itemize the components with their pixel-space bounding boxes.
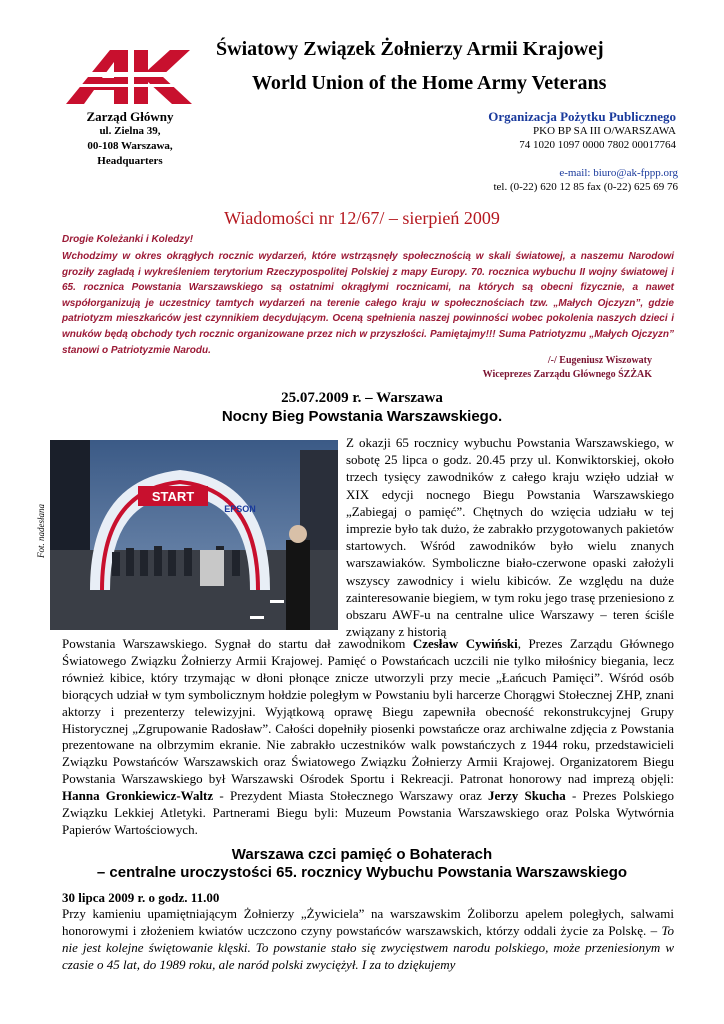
photo-sponsor-text: EPSON — [224, 504, 256, 514]
article1-date: 25.07.2009 r. – Warszawa — [281, 390, 443, 406]
photo-arch-start-text: START — [151, 489, 195, 504]
org-account: 74 1020 1097 0000 7802 00017764 — [519, 139, 676, 151]
article1-heading: Nocny Bieg Powstania Warszawskiego. — [221, 408, 503, 425]
intro-text: Wchodzimy w okres okrągłych rocznic wydarzeń, które wstrząsnęły społecznością w skali światowej, a naszemu Narodowi groziły zagładą i wykreśleniem terytorium Rzeczypospolitej Polskiej z mapy Europy. 70. rocznica wybuchu II wojny światowej i 65. rocznica Powstania Warszawskiego są ostatnimi okrągłymi rocznicami, na których są obecni fizycznie, a nawet współorganizują je uczestnicy tamtych wydarzeń na terenie całego kraju w społecznościach tzw. „Małych Ojczyzn”, gdzie patriotyzm mieszkańców jest czynnikiem decydującym. Oceną spełnienia naszej powinności wobec pokolenia naszych dzieci i wnuków będą obchody tych rocznic organizowane przez nich w przyszłości. Pamiętajmy!!! Suma Patriotyzmu „Małych Ojczyzn” stanowi o Patriotyzmie Narodu. — [62, 251, 674, 356]
contact-block — [493, 166, 678, 194]
organization-block — [488, 109, 676, 152]
article1-text-c: - Prezydent Miasta Stołecznego Warszawy oraz — [213, 788, 488, 804]
article2-date: 30 lipca 2009 r. o godz. 11.00 — [62, 890, 220, 905]
hq-street: ul. Zielna 39, — [99, 125, 161, 137]
article1-bold-name-1: Czesław Cywiński — [412, 636, 518, 651]
article1-bold-name-2: Hanna Gronkiewicz-Waltz — [62, 788, 214, 804]
article1-text-d: - Prezes Polskiego Związku Lekkiej Atletyki. Partnerami Biegu byli: Muzeum Powstania Warszawskiego oraz Polska Wytwórnia Papierów Wartościowych. — [62, 788, 674, 837]
intro-greeting: Drogie Koleżanki i Koledzy! — [62, 234, 194, 245]
article1-text-a: Powstania Warszawskiego. Sygnał do startu dał zawodnikom — [62, 636, 413, 651]
ak-logo-mark — [62, 50, 198, 104]
article2-quote: To nie jest kolejne świętowanie klęski. To powstanie stało się zwycięstwem narodu polskiego, może przeniesionym w czasie o 45 lat, do 1989 roku, ale naród polski zwyciężył. I za to dziękujemy — [62, 922, 674, 972]
ak-logo — [62, 44, 198, 112]
org-bank: PKO BP SA III O/WARSZAWA — [533, 125, 676, 137]
article2-text — [62, 906, 674, 974]
article2-heading-line2: – centralne uroczystości 65. rocznicy Wybuchu Powstania Warszawskiego — [96, 864, 628, 881]
signature — [483, 354, 652, 382]
article2-heading — [0, 846, 724, 882]
headquarters-block — [60, 109, 200, 169]
hq-name: Zarząd Główny — [86, 109, 174, 124]
newsletter-title: Wiadomości nr 12/67/ – sierpień 2009 — [224, 208, 500, 228]
title-english: World Union of the Home Army Veterans — [252, 72, 607, 94]
email-link[interactable]: e-mail: biuro@ak-fppp.org — [559, 167, 678, 179]
article2-heading-line1: Warszawa czci pamięć o Bohaterach — [231, 846, 493, 863]
org-name: Organizacja Pożytku Publicznego — [488, 109, 676, 124]
hq-label: Headquarters — [97, 155, 163, 167]
article1-bold-name-3: Jerzy Skucha — [488, 788, 566, 804]
photo-credit: Fot. nadesłana — [36, 504, 46, 558]
race-start-photo — [50, 440, 338, 630]
article1-text-b: , Prezes Zarządu Głównego Światowego Związku Żołnierzy Armii Krajowej. Pamięć o Powstańcach uczcili nie tylko miłośnicy biegania, lecz również kibice, który trzymając w dłoni płonące znicze utworzyli przy mecie „Łańcuch Pamięci”. Wśród osób biorących udział w tym symbolicznym hołdzie poległym w Powstaniu byli harcerze Chorągwi Stołecznej ZHP, znani aktorzy i prezenterzy telewizyjni. Wyjątkową oprawę Biegu zapewniła obecność rekonstrukcyjnej Grupy Historycznej „Zgrupowanie Radosław”. Całości dopełniły piosenki powstańcze oraz archiwalne zdjęcia z Powstania prezentowane na olbrzymim ekranie. Nie zabrakło uczestników walk powstańczych z 1944 roku, przedstawicieli Związku Powstańców Warszawskich oraz Światowego Związku Żołnierzy Armii Krajowej. Organizatorem Biegu Powstania Warszawskiego był Warszawski Ośrodek Sportu i Rekreacji. Patronat honorowy nad imprezą objęli: — [62, 636, 674, 787]
photo-illustration — [50, 440, 338, 630]
hq-city: 00-108 Warszawa, — [87, 140, 173, 152]
title-polish: Światowy Związek Żołnierzy Armii Krajowej — [216, 38, 604, 60]
article1-body — [62, 636, 674, 839]
article2-text-main: Przy kamieniu upamiętniającym Żołnierzy „Żywiciela” na warszawskim Żoliborzu apelem poległych, salwami honorowymi i złożeniem kwiatów uczczono czyny powstańców warszawskich, którzy oddali życie za Polskę. – — [62, 906, 674, 938]
signature-title: Wiceprezes Zarządu Głównego ŚZŻAK — [482, 369, 652, 380]
signature-name: /-/ Eugeniusz Wiszowaty — [547, 355, 652, 366]
phone-fax: tel. (0-22) 620 12 85 fax (0-22) 625 69 76 — [493, 181, 678, 193]
article1-text-right: Z okazji 65 rocznicy wybuchu Powstania Warszawskiego, w sobotę 25 lipca o godz. 20.45 przy ul. Konwiktorskiej, około trzech tysięcy zawodników z całego kraju wzięło udział w XIX edycji nocnego Biegu Powstania Warszawskiego „Zabiegaj o pamięć”. Chętnych do wzięcia udziału w tej imprezie było tak dużo, że zabrakło przygotowanych pakietów startowych. Wśród zawodników było wielu znanych warszawiaków. Symboliczne biało-czerwone opaski założyli wszyscy zawodnicy i wielu kibiców. Ze względu na duże zainteresowanie biegiem, w tym roku jego trasę przeniesiono z obszaru AWF-u na centralne ulice Warszawy – teren ściśle związany z historią — [346, 435, 674, 640]
